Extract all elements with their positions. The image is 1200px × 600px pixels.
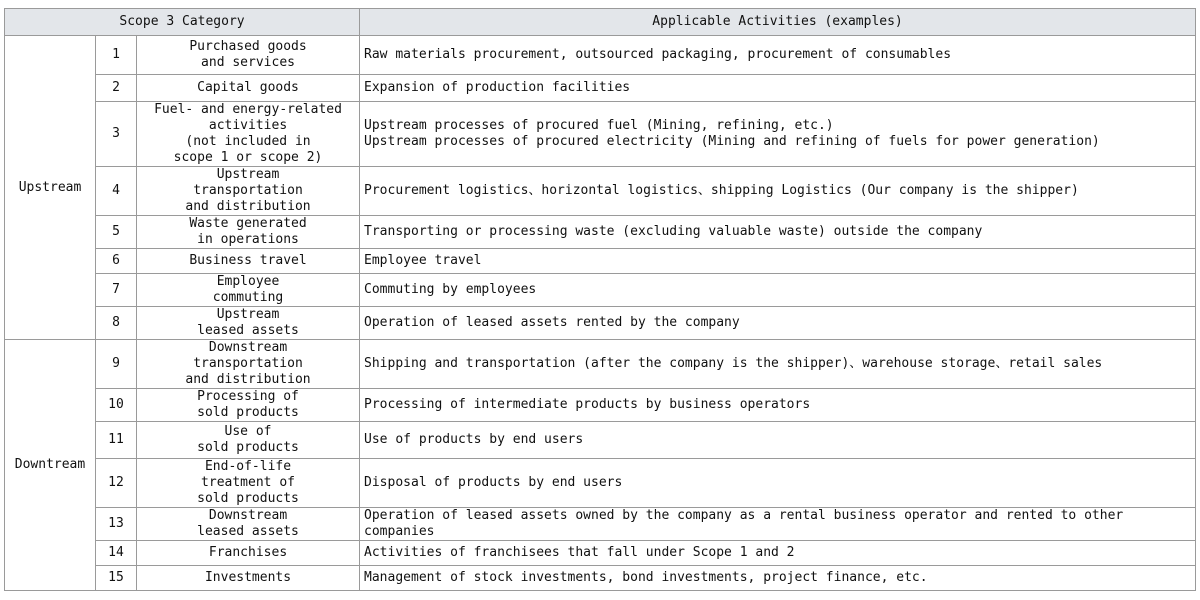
row-number: 15 bbox=[96, 566, 137, 591]
row-category: Franchises bbox=[137, 541, 360, 566]
row-category: Upstream leased assets bbox=[137, 307, 360, 340]
row-category: Capital goods bbox=[137, 75, 360, 102]
row-number: 3 bbox=[96, 102, 137, 167]
table-row bbox=[5, 389, 1196, 422]
header-category: Scope 3 Category bbox=[5, 9, 360, 36]
group-upstream: Upstream bbox=[5, 36, 96, 340]
row-activity: Management of stock investments, bond investments, project finance, etc. bbox=[360, 566, 1196, 591]
row-activity: Raw materials procurement, outsourced packaging, procurement of consumables bbox=[360, 36, 1196, 75]
row-number: 14 bbox=[96, 541, 137, 566]
header-activities: Applicable Activities (examples) bbox=[360, 9, 1196, 36]
row-category: Downstream transportation and distribution bbox=[137, 340, 360, 389]
table-row bbox=[5, 216, 1196, 249]
table-row bbox=[5, 167, 1196, 216]
table-row bbox=[5, 508, 1196, 541]
row-activity: Procurement logistics、horizontal logistics、shipping Logistics (Our company is the shipper) bbox=[360, 167, 1196, 216]
table-row bbox=[5, 459, 1196, 508]
scope3-category-table bbox=[4, 8, 1196, 591]
row-category: Use of sold products bbox=[137, 422, 360, 459]
row-activity: Transporting or processing waste (excluding valuable waste) outside the company bbox=[360, 216, 1196, 249]
row-category: Processing of sold products bbox=[137, 389, 360, 422]
row-number: 4 bbox=[96, 167, 137, 216]
row-activity: Operation of leased assets owned by the company as a rental business operator and rented to other companies bbox=[360, 508, 1196, 541]
scope3-table-container bbox=[4, 8, 1196, 591]
table-row bbox=[5, 274, 1196, 307]
row-number: 7 bbox=[96, 274, 137, 307]
group-downstream: Downtream bbox=[5, 340, 96, 591]
row-activity: Activities of franchisees that fall under Scope 1 and 2 bbox=[360, 541, 1196, 566]
row-number: 2 bbox=[96, 75, 137, 102]
table-row bbox=[5, 102, 1196, 167]
row-number: 1 bbox=[96, 36, 137, 75]
row-number: 10 bbox=[96, 389, 137, 422]
row-category: Waste generated in operations bbox=[137, 216, 360, 249]
row-activity: Commuting by employees bbox=[360, 274, 1196, 307]
row-activity: Operation of leased assets rented by the company bbox=[360, 307, 1196, 340]
row-activity: Upstream processes of procured fuel (Mining, refining, etc.) Upstream processes of procured electricity (Mining and refining of fuels for power generation) bbox=[360, 102, 1196, 167]
row-number: 9 bbox=[96, 340, 137, 389]
header-row bbox=[5, 9, 1196, 36]
row-activity: Processing of intermediate products by business operators bbox=[360, 389, 1196, 422]
row-category: Upstream transportation and distribution bbox=[137, 167, 360, 216]
table-row bbox=[5, 566, 1196, 591]
row-number: 5 bbox=[96, 216, 137, 249]
table-row bbox=[5, 75, 1196, 102]
row-category: Fuel- and energy-related activities (not included in scope 1 or scope 2) bbox=[137, 102, 360, 167]
table-row bbox=[5, 249, 1196, 274]
row-activity: Use of products by end users bbox=[360, 422, 1196, 459]
row-category: Purchased goods and services bbox=[137, 36, 360, 75]
table-row bbox=[5, 541, 1196, 566]
row-activity: Expansion of production facilities bbox=[360, 75, 1196, 102]
row-category: End-of-life treatment of sold products bbox=[137, 459, 360, 508]
row-number: 8 bbox=[96, 307, 137, 340]
row-category: Investments bbox=[137, 566, 360, 591]
row-activity: Employee travel bbox=[360, 249, 1196, 274]
table-row bbox=[5, 340, 1196, 389]
row-number: 6 bbox=[96, 249, 137, 274]
table-row bbox=[5, 36, 1196, 75]
row-number: 11 bbox=[96, 422, 137, 459]
row-category: Employee commuting bbox=[137, 274, 360, 307]
row-category: Business travel bbox=[137, 249, 360, 274]
row-number: 13 bbox=[96, 508, 137, 541]
row-number: 12 bbox=[96, 459, 137, 508]
table-row bbox=[5, 422, 1196, 459]
row-activity: Disposal of products by end users bbox=[360, 459, 1196, 508]
table-row bbox=[5, 307, 1196, 340]
row-activity: Shipping and transportation (after the company is the shipper)、warehouse storage、retail sales bbox=[360, 340, 1196, 389]
row-category: Downstream leased assets bbox=[137, 508, 360, 541]
